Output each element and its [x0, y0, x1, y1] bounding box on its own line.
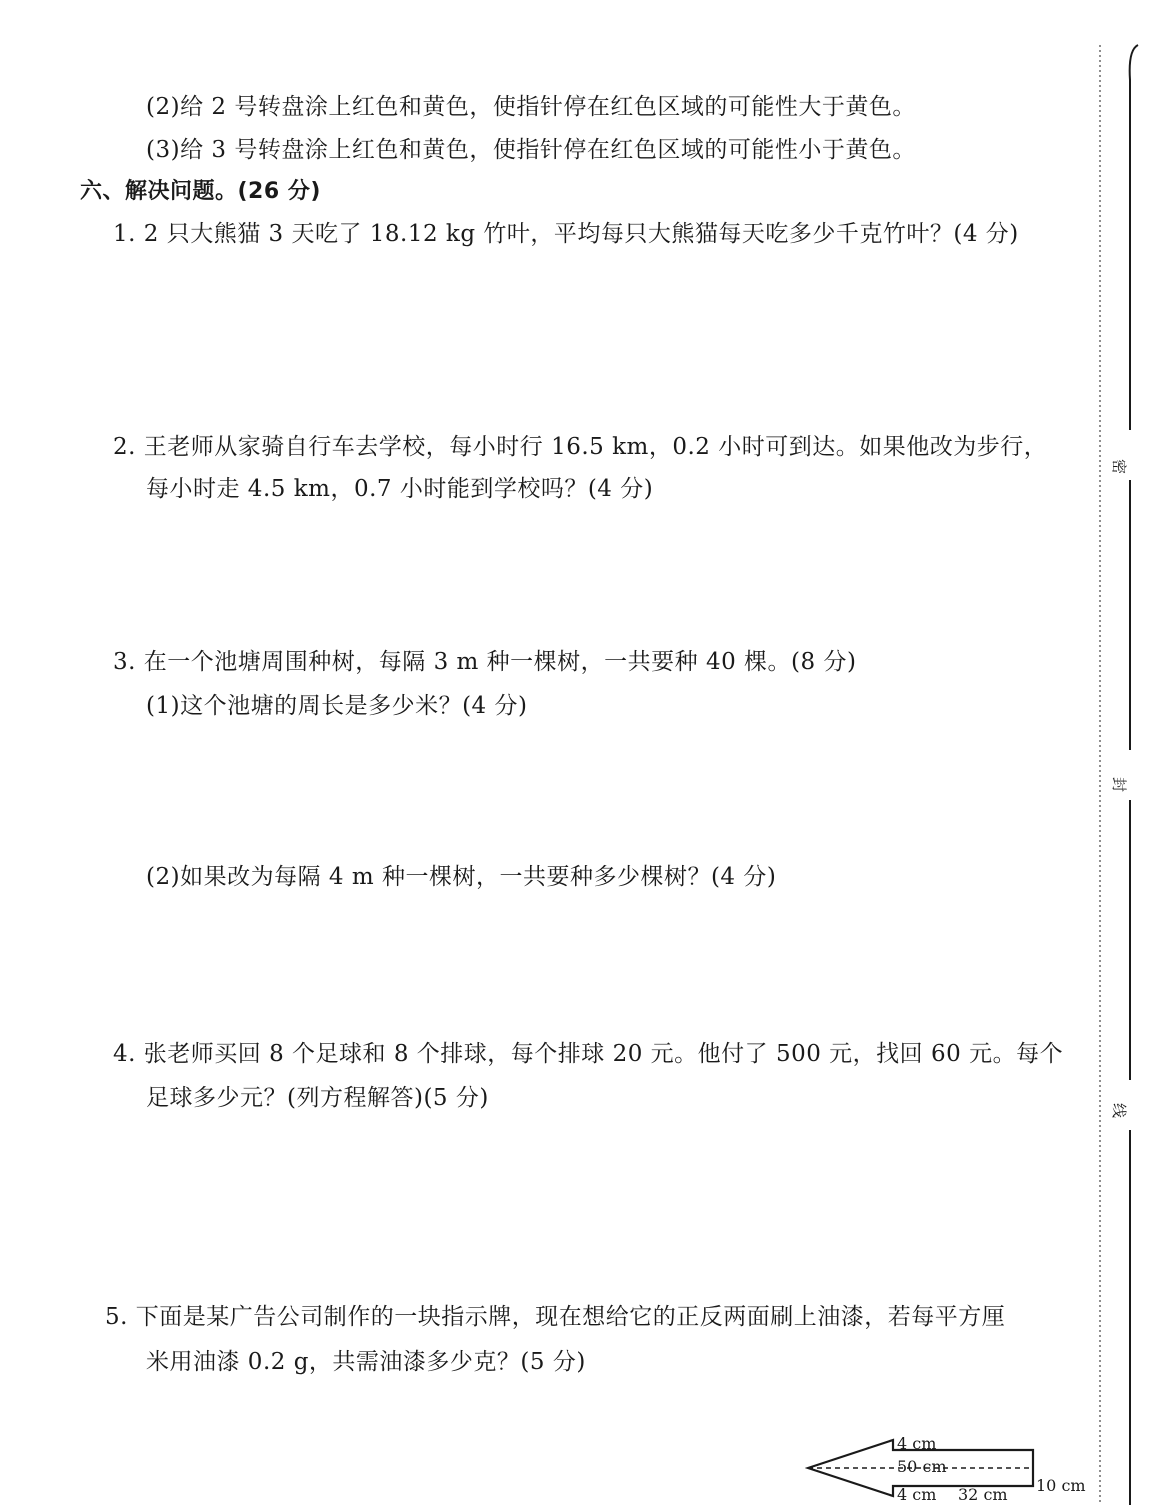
binding-char-xian: 线 — [1110, 1102, 1129, 1119]
binding-char-mi: 密 — [1110, 458, 1129, 475]
section-heading: 六、解决问题。(26 分) — [80, 179, 321, 204]
problem-4-line-2: 足球多少元？(列方程解答)(5 分) — [146, 1085, 489, 1111]
problem-2-line-1: 2. 王老师从家骑自行车去学校，每小时行 16.5 km，0.2 小时可到达。如果他改为步行， — [113, 434, 1048, 460]
problem-2-line-2: 每小时走 4.5 km，0.7 小时能到学校吗？(4 分) — [146, 476, 654, 502]
question-3-spinner: (3)给 3 号转盘涂上红色和黄色，使指针停在红色区域的可能性小于黄色。 — [146, 137, 916, 163]
binding-margin — [1098, 0, 1170, 1505]
problem-3-part-2: (2)如果改为每隔 4 m 种一棵树，一共要种多少棵树？(4 分) — [146, 864, 777, 890]
solid-binding-line — [1130, 45, 1138, 1505]
dim-50cm: 50 cm — [897, 1457, 947, 1476]
problem-3: 3. 在一个池塘周围种树，每隔 3 m 种一棵树，一共要种 40 棵。(8 分) — [113, 649, 857, 675]
problem-3-part-1: (1)这个池塘的周长是多少米？(4 分) — [146, 693, 528, 719]
dim-bottom-4cm: 4 cm — [897, 1485, 937, 1504]
dim-right-10cm: 10 cm — [1036, 1476, 1086, 1495]
dim-top-4cm: 4 cm — [897, 1434, 937, 1453]
binding-char-feng: 封 — [1110, 776, 1129, 793]
problem-4-line-1: 4. 张老师买回 8 个足球和 8 个排球，每个排球 20 元。他付了 500 元，找回 60 元。每个 — [113, 1041, 1064, 1067]
problem-1: 1. 2 只大熊猫 3 天吃了 18.12 kg 竹叶，平均每只大熊猫每天吃多少千克竹叶？(4 分) — [113, 221, 1019, 247]
dim-32cm: 32 cm — [958, 1485, 1008, 1504]
question-2-spinner: (2)给 2 号转盘涂上红色和黄色，使指针停在红色区域的可能性大于黄色。 — [146, 94, 916, 120]
problem-5-line-2: 米用油漆 0.2 g，共需油漆多少克？(5 分) — [146, 1349, 586, 1375]
problem-5-line-1: 5. 下面是某广告公司制作的一块指示牌，现在想给它的正反两面刷上油漆，若每平方厘 — [105, 1304, 1006, 1330]
